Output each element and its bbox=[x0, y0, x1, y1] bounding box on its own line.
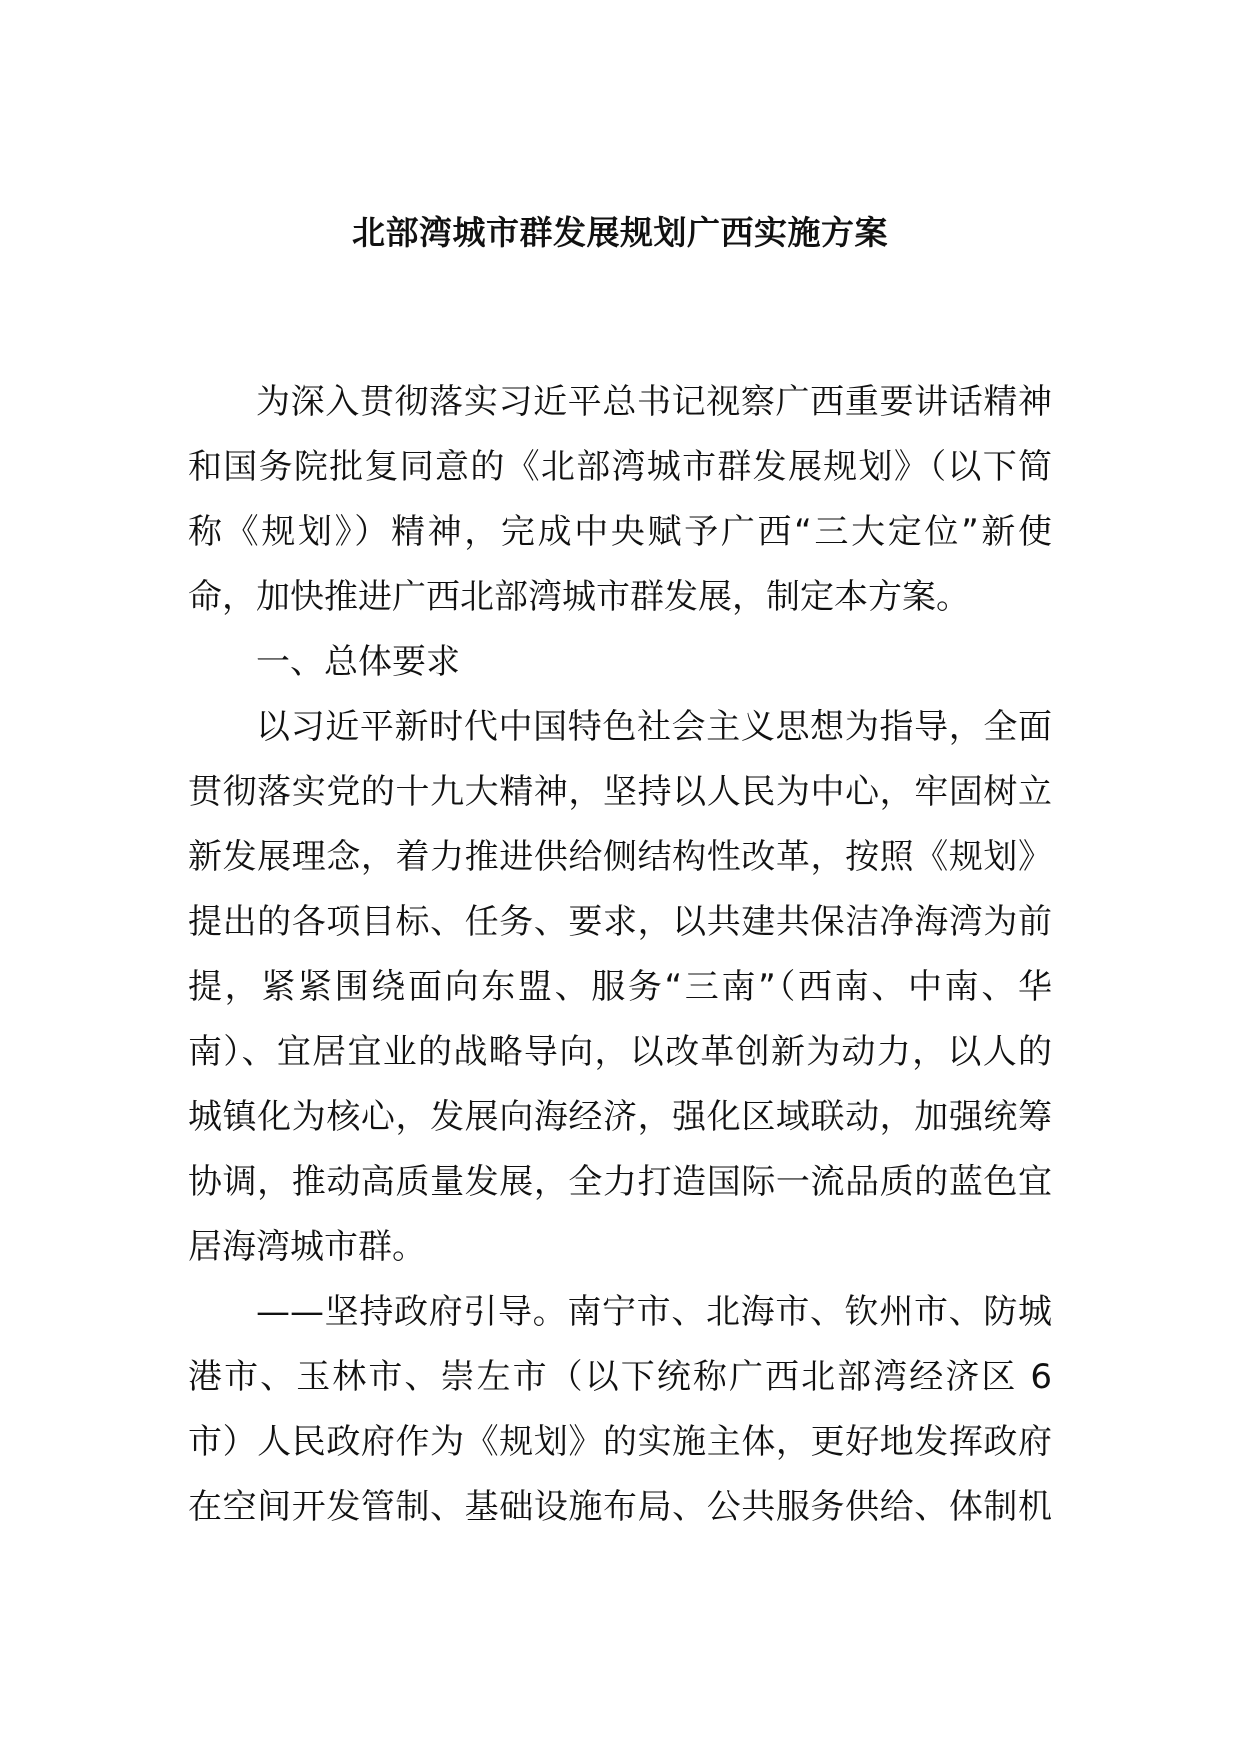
body-line: 以习近平新时代中国特色社会主义思想为指导，全面 bbox=[256, 707, 1052, 747]
body-line: 提出的各项目标、任务、要求，以共建共保洁净海湾为前 bbox=[188, 902, 1052, 942]
body-line: ——坚持政府引导。南宁市、北海市、钦州市、防城 bbox=[256, 1292, 1052, 1332]
body-line: 称《规划》）精神，完成中央赋予广西“三大定位”新使 bbox=[188, 512, 1052, 552]
body-line: 为深入贯彻落实习近平总书记视察广西重要讲话精神 bbox=[256, 382, 1052, 422]
body-line: 新发展理念，着力推进供给侧结构性改革，按照《规划》 bbox=[188, 837, 1052, 877]
body-line: 市）人民政府作为《规划》的实施主体，更好地发挥政府 bbox=[188, 1422, 1052, 1462]
document-body bbox=[188, 370, 1052, 1540]
body-line: 居海湾城市群。 bbox=[188, 1227, 426, 1267]
body-line: 贯彻落实党的十九大精神，坚持以人民为中心，牢固树立 bbox=[188, 772, 1052, 812]
body-line: 命，加快推进广西北部湾城市群发展，制定本方案。 bbox=[188, 577, 970, 617]
body-line: 港市、玉林市、崇左市（以下统称广西北部湾经济区 6 bbox=[188, 1357, 1052, 1397]
body-line: 协调，推动高质量发展，全力打造国际一流品质的蓝色宜 bbox=[188, 1162, 1052, 1202]
body-line: 提，紧紧围绕面向东盟、服务“三南”（西南、中南、华 bbox=[188, 967, 1052, 1007]
body-line: 城镇化为核心，发展向海经济，强化区域联动，加强统筹 bbox=[188, 1097, 1052, 1137]
body-line: 在空间开发管制、基础设施布局、公共服务供给、体制机 bbox=[188, 1487, 1052, 1527]
body-line: 和国务院批复同意的《北部湾城市群发展规划》（以下简 bbox=[188, 447, 1052, 487]
section-heading: 一、总体要求 bbox=[256, 642, 460, 682]
document-title: 北部湾城市群发展规划广西实施方案 bbox=[352, 213, 888, 252]
body-line: 南）、宜居宜业的战略导向，以改革创新为动力，以人的 bbox=[188, 1032, 1052, 1072]
